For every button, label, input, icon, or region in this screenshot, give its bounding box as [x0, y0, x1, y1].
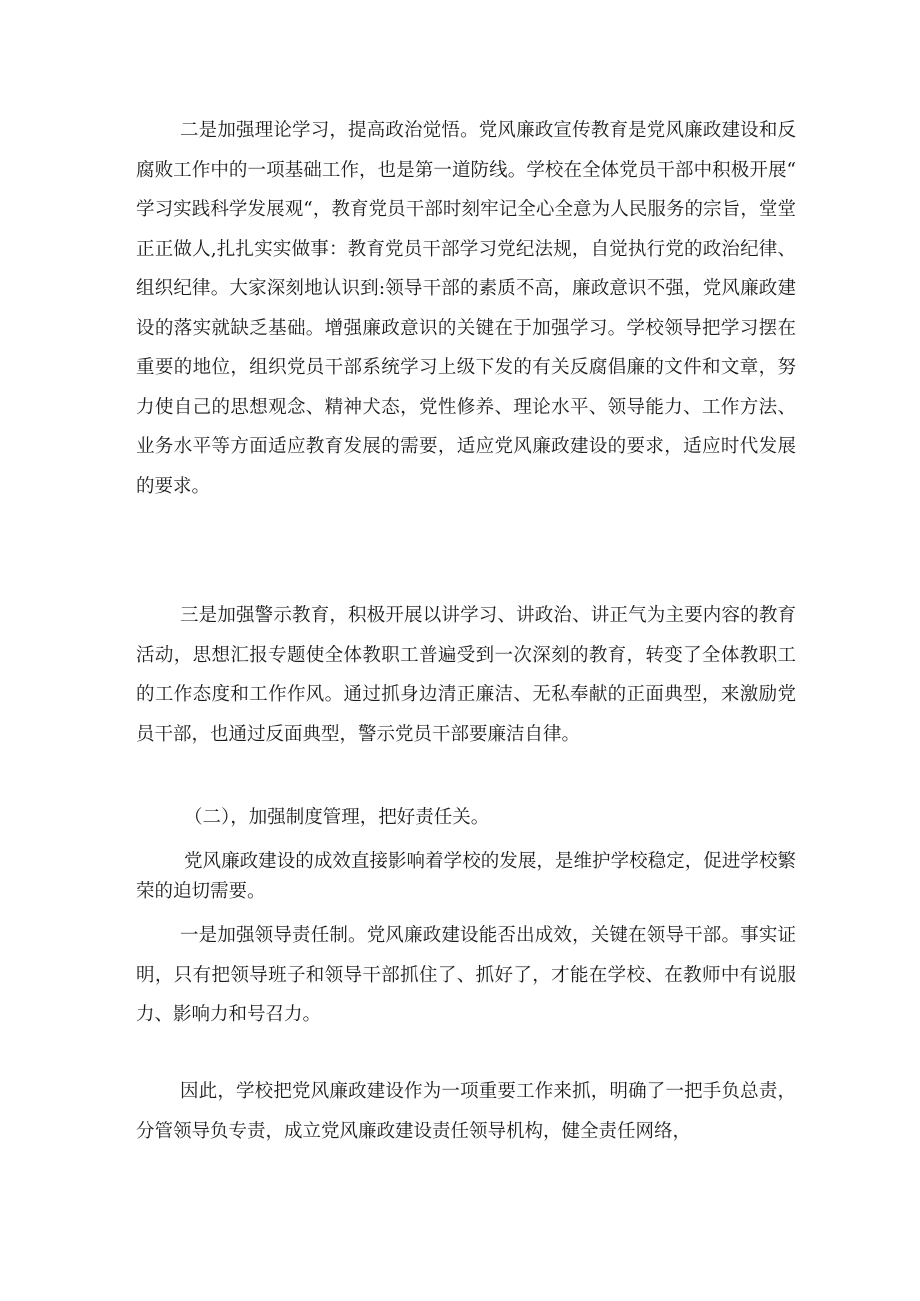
paragraph-warning-education: 三是加强警示教育，积极开展以讲学习、讲政治、讲正气为主要内容的教育活动，思想汇报专题使全体教职工普遍受到一次深刻的教育，转变了全体教职工的工作态度和工作作风。通过抓身边清正廉洁、无私奉献的正面典型，来激励党员干部，也通过反面典型，警示党员干部要廉洁自律。 — [136, 605, 796, 745]
section-heading-system-management: （二），加强制度管理，把好责任关。 — [184, 807, 490, 828]
paragraph-section-intro: 党风廉政建设的成效直接影响着学校的发展，是维护学校稳定，促进学校繁荣的迫切需要。 — [136, 851, 796, 902]
paragraph-leadership-responsibility: 一是加强领导责任制。党风廉政建设能否出成效，关键在领导干部。事实证明，只有把领导班子和领导干部抓住了、抓好了，才能在学校、在教师中有说服力、影响力和号召力。 — [136, 925, 796, 1025]
paragraph-therefore: 因此，学校把党风廉政建设作为一项重要工作来抓，明确了一把手负总责，分管领导负专责，成立党风廉政建设责任领导机构，健全责任网络， — [136, 1081, 796, 1142]
paragraph-theory-study: 二是加强理论学习，提高政治觉悟。党风廉政宣传教育是党风廉政建设和反腐败工作中的一项基础工作，也是第一道防线。学校在全体党员干部中积极开展“学习实践科学发展观“，教育党员干部时刻牢记全心全意为人民服务的宗旨，堂堂正正做人,扎扎实实做事：教育党员干部学习党纪法规，自觉执行党的政治纪律、组织纪律。大家深刻地认识到:领导干部的素质不高，廉政意识不强，党风廉政建设的落实就缺乏基础。增强廉政意识的关键在于加强学习。学校领导把学习摆在重要的地位，组织党员干部系统学习上级下发的有关反腐倡廉的文件和文章，努力使自己的思想观念、精神犬态，党性修养、理论水平、领导能力、工作方法、业务水平等方面适应教育发展的需要，适应党风廉政建设的要求，适应时代发展的要求。 — [136, 120, 796, 497]
